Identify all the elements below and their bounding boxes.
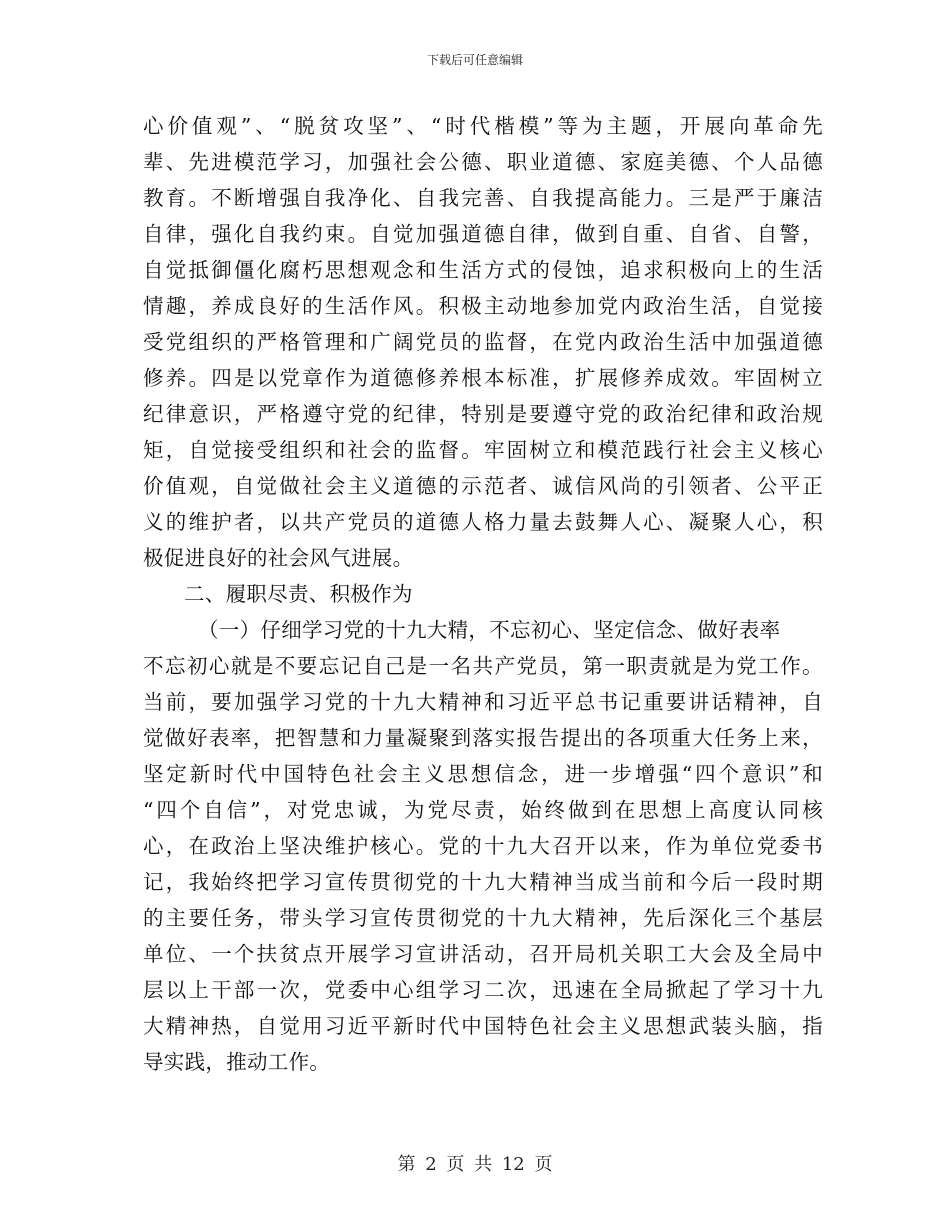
text-line: 不忘初心就是不要忘记自己是一名共产党员，第一职责就是为党工作。 xyxy=(143,654,823,678)
document-body xyxy=(143,108,823,1080)
text-line: 坚定新时代中国特色社会主义思想信念，进一步增强“四个意识”和 xyxy=(143,762,823,786)
text-line: 修养。四是以党章作为道德修养根本标准，扩展修养成效。牢固树立 xyxy=(143,366,823,390)
text-line: 义的维护者，以共产党员的道德人格力量去鼓舞人心、凝聚人心，积 xyxy=(143,510,823,534)
text-line: 觉做好表率，把智慧和力量凝聚到落实报告提出的各项重大任务上来， xyxy=(143,726,823,750)
page-footer: 第 2 页 共 12 页 xyxy=(397,1154,553,1175)
subsection-heading: （一）仔细学习党的十九大精，不忘初心、坚定信念、做好表率 xyxy=(198,618,781,642)
text-line: 心价值观”、“脱贫攻坚”、“时代楷模”等为主题，开展向革命先 xyxy=(143,114,823,138)
text-line: 心，在政治上坚决维护核心。党的十九大召开以来，作为单位党委书 xyxy=(143,834,823,858)
section-heading: 二、履职尽责、积极作为 xyxy=(184,582,413,606)
text-line: 教育。不断增强自我净化、自我完善、自我提高能力。三是严于廉洁 xyxy=(143,186,823,210)
text-line: 导实践，推动工作。 xyxy=(143,1050,331,1074)
text-line: 记，我始终把学习宣传贯彻党的十九大精神当成当前和今后一段时期 xyxy=(143,870,823,894)
text-line: 情趣，养成良好的生活作风。积极主动地参加党内政治生活，自觉接 xyxy=(143,294,823,318)
text-line: 的主要任务，带头学习宣传贯彻党的十九大精神，先后深化三个基层 xyxy=(143,906,823,930)
text-line: 单位、一个扶贫点开展学习宣讲活动，召开局机关职工大会及全局中 xyxy=(143,942,823,966)
text-line: 矩，自觉接受组织和社会的监督。牢固树立和模范践行社会主义核心 xyxy=(143,438,823,462)
text-line: 受党组织的严格管理和广阔党员的监督，在党内政治生活中加强道德 xyxy=(143,330,823,354)
text-line: 极促进良好的社会风气进展。 xyxy=(143,546,414,570)
text-line: 价值观，自觉做社会主义道德的示范者、诚信风尚的引领者、公平正 xyxy=(143,474,823,498)
text-line: 层以上干部一次，党委中心组学习二次，迅速在全局掀起了学习十九 xyxy=(143,978,823,1002)
text-line: 纪律意识，严格遵守党的纪律，特别是要遵守党的政治纪律和政治规 xyxy=(143,402,823,426)
text-line: 大精神热，自觉用习近平新时代中国特色社会主义思想武装头脑，指 xyxy=(143,1014,823,1038)
text-line: 辈、先进模范学习，加强社会公德、职业道德、家庭美德、个人品德 xyxy=(143,150,823,174)
page-header: 下载后可任意编辑 xyxy=(426,53,523,67)
text-line: 当前，要加强学习党的十九大精神和习近平总书记重要讲话精神，自 xyxy=(143,690,823,714)
text-line: 自律，强化自我约束。自觉加强道德自律，做到自重、自省、自警， xyxy=(143,222,823,246)
text-line: 自觉抵御僵化腐朽思想观念和生活方式的侵蚀，追求积极向上的生活 xyxy=(143,258,823,282)
text-line: “四个自信”，对党忠诚，为党尽责，始终做到在思想上高度认同核 xyxy=(143,798,823,822)
